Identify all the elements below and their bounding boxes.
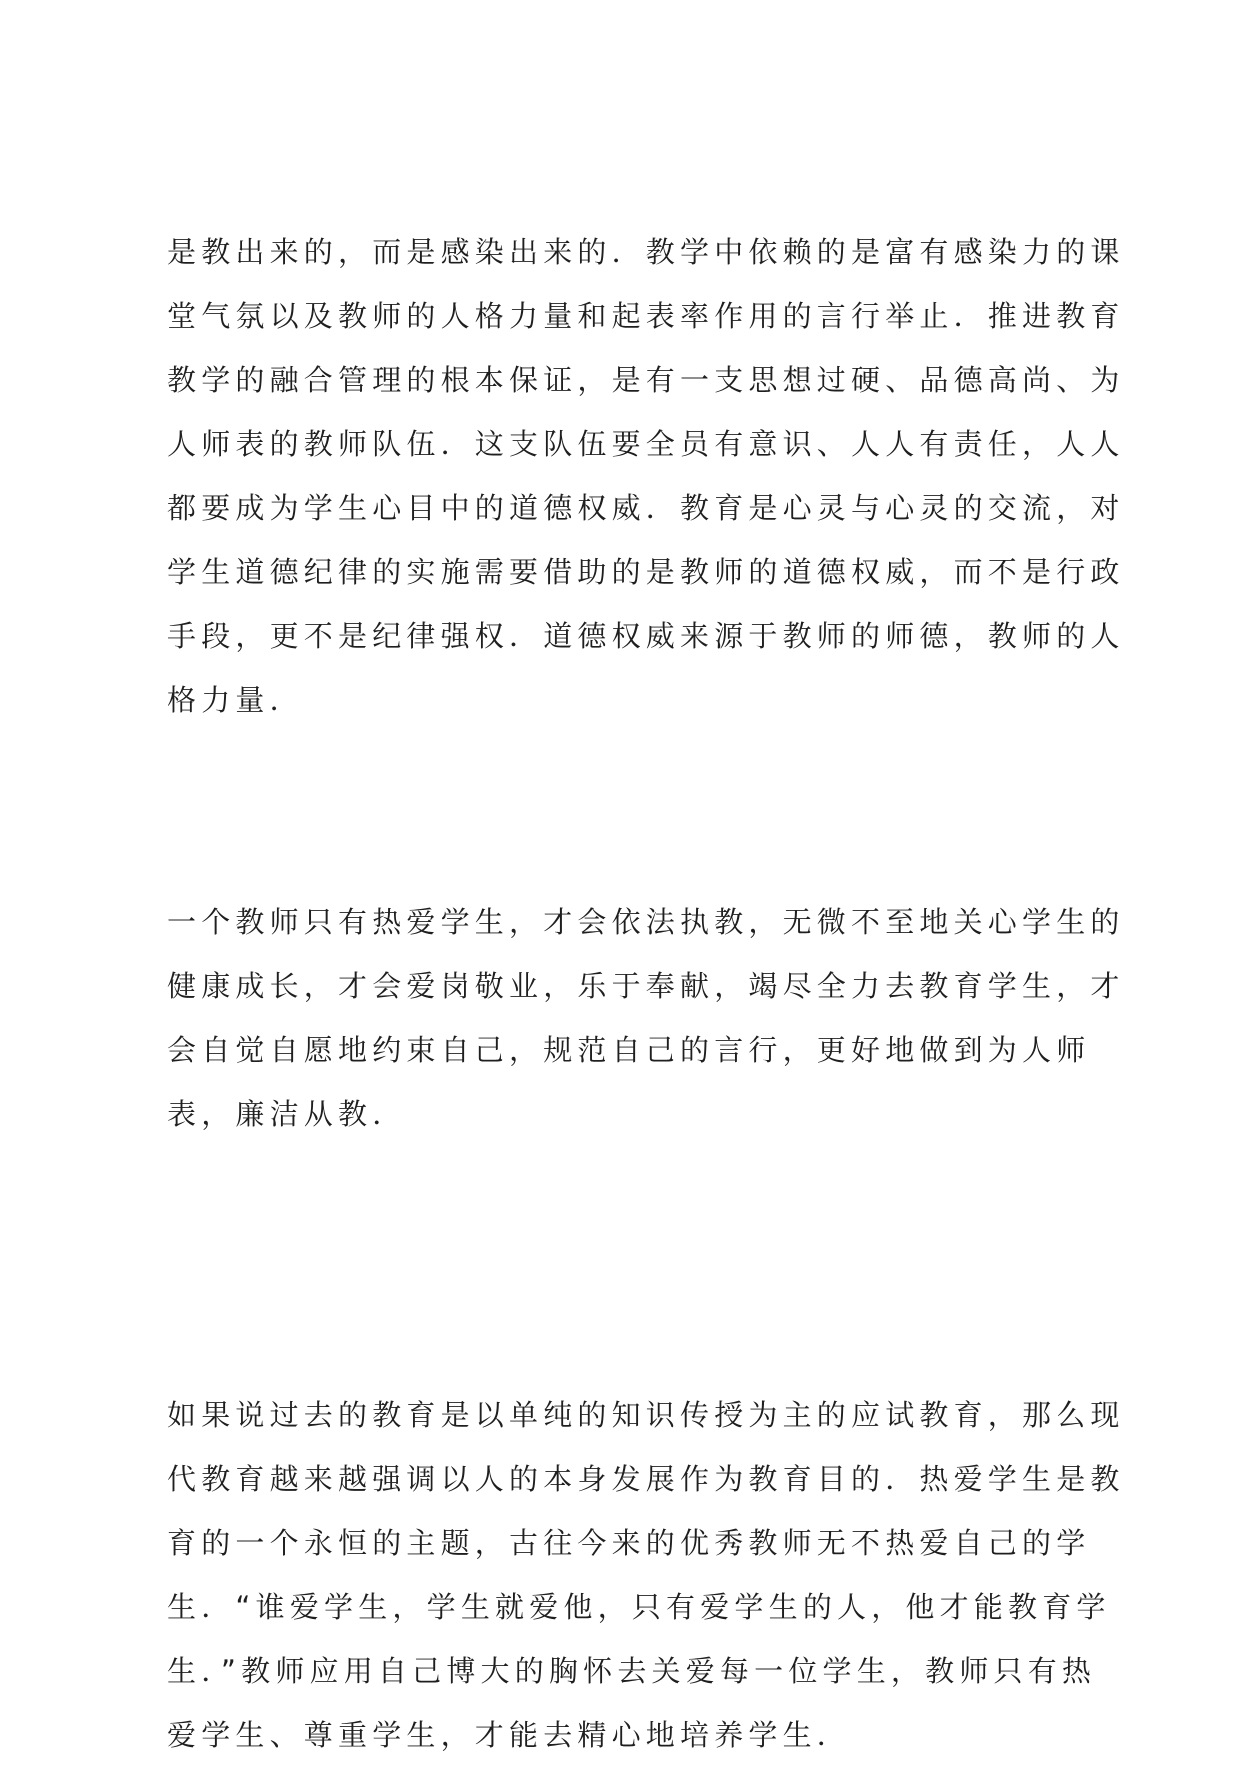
paragraph-line: 代教育越来越强调以人的本身发展作为教育目的．热爱学生是教	[167, 1462, 1125, 1496]
paragraph-line: 健康成长，才会爱岗敬业，乐于奉献，竭尽全力去教育学生，才	[167, 969, 1125, 1003]
paragraph-1	[167, 220, 1125, 732]
paragraph-line: 生．”教师应用自己博大的胸怀去关爱每一位学生，教师只有热	[167, 1654, 1097, 1688]
paragraph-line: 格力量．	[167, 683, 304, 717]
paragraph-line: 生．“谁爱学生，学生就爱他，只有爱学生的人，他才能教育学	[167, 1590, 1111, 1624]
paragraph-line: 爱学生、尊重学生，才能去精心地培养学生．	[167, 1718, 852, 1752]
paragraph-line: 是教出来的，而是感染出来的．教学中依赖的是富有感染力的课	[167, 235, 1125, 269]
paragraph-line: 学生道德纪律的实施需要借助的是教师的道德权威，而不是行政	[167, 555, 1125, 589]
paragraph-line: 如果说过去的教育是以单纯的知识传授为主的应试教育，那么现	[167, 1398, 1125, 1432]
paragraph-line: 手段，更不是纪律强权．道德权威来源于教师的师德，教师的人	[167, 619, 1125, 653]
paragraph-line: 人师表的教师队伍．这支队伍要全员有意识、人人有责任，人人	[167, 427, 1125, 461]
paragraph-2	[167, 890, 1125, 1146]
paragraph-line: 教学的融合管理的根本保证，是有一支思想过硬、品德高尚、为	[167, 363, 1125, 397]
paragraph-line: 都要成为学生心目中的道德权威．教育是心灵与心灵的交流，对	[167, 491, 1125, 525]
paragraph-line: 育的一个永恒的主题，古往今来的优秀教师无不热爱自己的学	[167, 1526, 1091, 1560]
paragraph-line: 堂气氛以及教师的人格力量和起表率作用的言行举止．推进教育	[167, 299, 1125, 333]
paragraph-line: 一个教师只有热爱学生，才会依法执教，无微不至地关心学生的	[167, 905, 1125, 939]
paragraph-3	[167, 1383, 1125, 1767]
paragraph-line: 会自觉自愿地约束自己，规范自己的言行，更好地做到为人师	[167, 1033, 1091, 1067]
paragraph-line: 表，廉洁从教．	[167, 1097, 407, 1131]
